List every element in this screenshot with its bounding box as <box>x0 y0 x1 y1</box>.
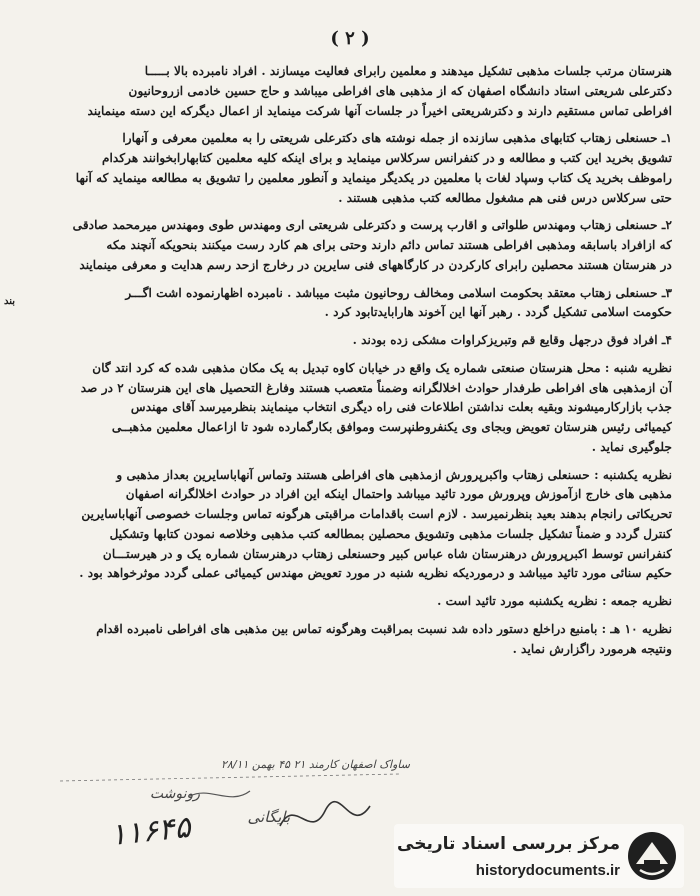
text-line: نظریه جمعه : نظریه یکشنبه مورد تائید است . <box>437 594 672 608</box>
paragraph-gap <box>44 458 672 466</box>
text-line: نظریه شنبه : محل هنرستان صنعتی شماره یک واقع در خیابان کاوه تبدیل به یک مکان مذهبی شده که کرد انتد گان <box>92 360 672 375</box>
handwritten-annotations <box>40 756 410 852</box>
paragraph-gap <box>44 612 672 620</box>
text-line: جلوگیری نماید . <box>591 439 672 454</box>
text-line: کیمیائی رئیس هنرستان تعویض وبجای وی یکنفروطنپرست وموافق بکارگمارده شود تا ازاعمال معلمین مذهبــی <box>111 420 672 434</box>
archive-logo-icon <box>626 830 678 882</box>
handwritten-note: ساواک اصفهان کارمند ۲۱ ۴۵ بهمن ۲۸/۱۱ <box>221 758 410 771</box>
document-body <box>44 62 672 659</box>
text-line: تحریکاتی رانجام بدهند بعید بنظرنمیرسد . لازم است باقدامات مراقبتی هرگونه تماس وجلسات خصوصی آنهاباسایرین <box>81 507 672 521</box>
text-line: ۳ـ حسنعلی زهتاب معتقد بحکومت اسلامی ومخالف روحانیون مثبت میباشد . نامبرده اظهارنموده اشت اگـــر <box>125 285 672 300</box>
text-line: حکومت اسلامی تشکیل گردد . رهبر آنها این آخوند هارابایدتابود کرد . <box>324 305 672 320</box>
text-line: تشویق بخرید این کتب و مطالعه و در کنفرانس سرکلاس مینماید و برای اینکه کلیه معلمین کتابهارابخوانند هرکدام <box>102 151 672 165</box>
text-line: نظریه ۱۰ هـ : بامنبع دراخلع دستور داده شد نسبت بمراقبت وهرگونه تماس بین مذهبی های افراطی نامبرده اقدام <box>96 621 672 636</box>
watermark-url: historydocuments.ir <box>475 862 620 879</box>
text-line: کنفرانس توسط اکبرپرورش درهنرستان شاه عباس کبیر وحسنعلی زهتاب درهنرستان شماره یک و در هیرستـــان <box>102 546 672 561</box>
paragraph-gap <box>44 208 672 216</box>
text-line: جذب بازارکارمیشوند وبقیه بعلت نداشتن اطلاعات فنی راه دیگری انتخاب مینمایند بنظرمیرسد آقای مهندس <box>130 400 672 415</box>
text-line: دکترعلی شریعتی استاد دانشگاه اصفهان که از مذهبی های افراطی میباشد و حاج حسین خادمی ازروحانیون <box>128 83 672 98</box>
text-line: مذهبی های خارج ازآموزش وپرورش مورد تائید میباشد واحتمال اینکه این افراد در حوادث اخلالگرانه اصفهان <box>125 487 672 502</box>
text-line: هنرستان مرتب جلسات مذهبی تشکیل میدهند و معلمین رابرای فعالیت میسازند . افراد نامبرده بالا بـــــا <box>144 64 672 78</box>
handwritten-archive-label: بایگانی <box>247 808 290 826</box>
margin-note: بند <box>4 296 16 307</box>
watermark <box>394 824 684 888</box>
paragraph-gap <box>44 276 672 284</box>
paragraph-gap <box>44 121 672 129</box>
text-line: ونتیجه هرمورد راگزارش نماید . <box>512 641 672 656</box>
text-line: حتی سرکلاس درس فنی هم مشغول مطالعه کتب مذهبی هستند . <box>338 190 672 205</box>
text-line: ۲ـ حسنعلی زهتاب ومهندس طلواتی و اقارب پرست و دکترعلی شریعتی اری ومهندس طوی ومهندس میرمحمد صادقی <box>72 218 672 233</box>
text-line: که ازافراد باسابقه ومذهبی افراطی هستند تماس دائم دارند وحتی برای هم کارد رست میکنند بنحویکه آنچند مکه <box>106 238 672 252</box>
text-line: افراطی تماس مستقیم دارند و دکترشریعتی اخیراً در جلسات آنها شرکت مینماید از اعمال دیگرکه این دسته مینمایند <box>87 103 672 118</box>
paragraph-gap <box>44 351 672 359</box>
text-line: ۴ـ افراد فوق درجهل وقایع قم وتبریزکراوات مشکی زده بودند . <box>352 333 672 347</box>
text-line: راموظف بخرید یک کتاب وسپاد لغات با معلمین در یکدیگر مینماید و آنطور معلمین را تشویق به مطالعه مینماید که آنها <box>75 170 672 185</box>
page-number: ( ۲ ) <box>330 28 370 49</box>
signature-scribble <box>40 756 410 852</box>
text-line: آن ازمذهبی های افراطی طرفدار حوادث اخلالگرانه وضمناً متعصب هستند وفارغ التحصیل های این هنرستان ۲ در صد <box>80 380 672 395</box>
handwritten-file-number: ۱۱۶۴۵ <box>108 809 193 854</box>
text-line: در هنرستان هستند محصلین رابرای کارکردن در کارگاههای فنی سایرین در رخارج ازحد رسم هدایت و معرفی مینمایند <box>79 257 672 272</box>
text-line: کنترل گردد و ضمناً تشکیل جلسات مذهبی وتشویق محصلین بمطالعه کتب مذهبی وخلاصه نمودن کتابها وتشکیل <box>109 526 672 541</box>
text-line: نظریه یکشنبه : حسنعلی زهتاب واکبرپرورش ازمذهبی های افراطی هستند وتماس آنهاباسایرین بعداز مذهبی و <box>116 467 672 482</box>
watermark-title: مرکز بررسی اسناد تاریخی <box>397 834 620 854</box>
paragraph-gap <box>44 323 672 331</box>
text-line: حکیم سنائی مورد تائید میباشد و درموردیکه نظریه شنبه در مورد تعویض مهندس کیمیائی عملی گردد موثرخواهد بود . <box>79 566 672 581</box>
paragraph-gap <box>44 584 672 592</box>
text-line: ۱ـ حسنعلی زهتاب کتابهای مذهبی سازنده از جمله نوشته های دکترعلی شریعتی را به معلمین معرفی و آنهارا <box>122 131 672 146</box>
handwritten-copy-label: رونوشت <box>149 786 200 802</box>
